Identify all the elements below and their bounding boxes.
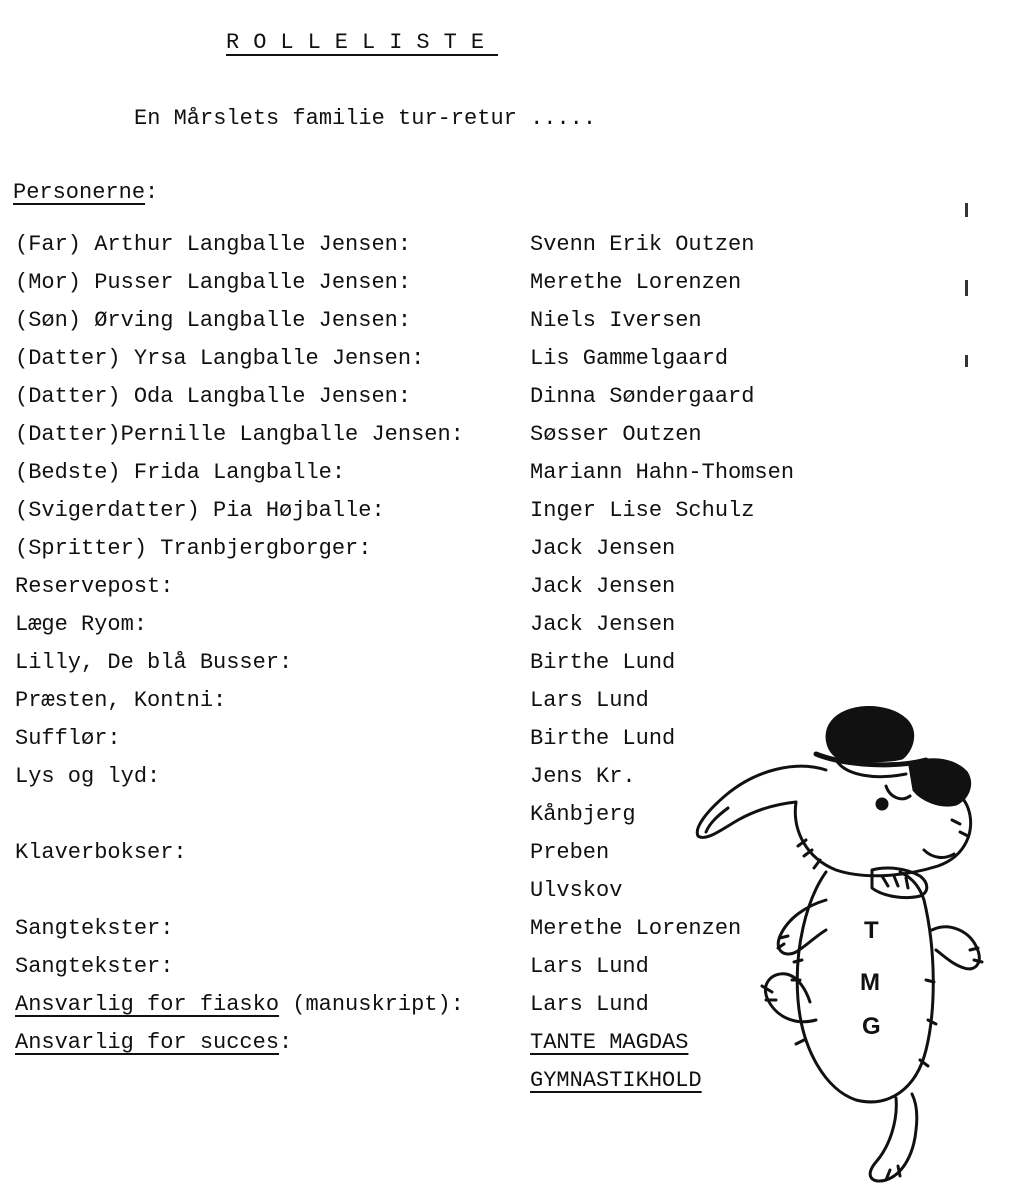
role-name: Læge Ryom: xyxy=(15,612,148,637)
actor-name: Lis Gammelgaard xyxy=(530,346,729,371)
role-name: Reservepost: xyxy=(15,574,174,599)
fiasko-role xyxy=(15,992,464,1017)
role-name: (Spritter) Tranbjergborger: xyxy=(15,536,372,561)
role-name: (Datter) Yrsa Langballe Jensen: xyxy=(15,346,425,371)
actor-name: Merethe Lorenzen xyxy=(530,916,742,941)
cast-row xyxy=(0,536,1032,574)
role-name: Præsten, Kontni: xyxy=(15,688,227,713)
actor-name: Niels Iversen xyxy=(530,308,702,333)
succes-label: Ansvarlig for succes xyxy=(15,1030,280,1055)
section-heading-colon: : xyxy=(145,180,159,205)
role-name: (Bedste) Frida Langballe: xyxy=(15,460,346,485)
role-name: Lys og lyd: xyxy=(15,764,161,789)
actor-name: Inger Lise Schulz xyxy=(530,498,755,523)
fiasko-label: Ansvarlig for fiasko xyxy=(15,992,280,1017)
margin-mark xyxy=(965,355,968,367)
actor-name: Jack Jensen xyxy=(530,574,676,599)
actor-name: Lars Lund xyxy=(530,954,649,979)
actor-name: Mariann Hahn-Thomsen xyxy=(530,460,795,485)
margin-mark xyxy=(965,203,968,217)
fiasko-suffix: (manuskript): xyxy=(279,992,464,1017)
cast-row xyxy=(0,574,1032,612)
role-name: (Far) Arthur Langballe Jensen: xyxy=(15,232,412,257)
role-name: Sangtekster: xyxy=(15,954,174,979)
section-heading xyxy=(13,180,158,205)
role-name: (Datter)Pernille Langballe Jensen: xyxy=(15,422,464,447)
margin-mark xyxy=(965,280,968,296)
actor-name: Dinna Søndergaard xyxy=(530,384,755,409)
role-name: Klaverbokser: xyxy=(15,840,187,865)
actor-name: Søsser Outzen xyxy=(530,422,702,447)
cast-row xyxy=(0,346,1032,384)
section-heading-text: Personerne xyxy=(13,180,146,205)
succes-actor-line1: TANTE MAGDAS xyxy=(530,1030,689,1055)
cast-row xyxy=(0,308,1032,346)
play-subtitle: En Mårslets familie tur-retur ..... xyxy=(134,106,597,131)
role-name: (Søn) Ørving Langballe Jensen: xyxy=(15,308,412,333)
actor-name: Svenn Erik Outzen xyxy=(530,232,755,257)
tmg-dog-mascot-icon xyxy=(676,700,1028,1186)
role-name: Lilly, De blå Busser: xyxy=(15,650,293,675)
cast-row xyxy=(0,422,1032,460)
actor-name: Preben xyxy=(530,840,610,865)
role-name: Sufflør: xyxy=(15,726,121,751)
page-title: ROLLELISTE xyxy=(226,30,499,55)
fiasko-actor: Lars Lund xyxy=(530,992,649,1017)
actor-name: Kånbjerg xyxy=(530,802,636,827)
succes-suffix: : xyxy=(279,1030,293,1055)
shirt-letter-g: G xyxy=(862,1013,881,1040)
cast-row xyxy=(0,650,1032,688)
succes-role xyxy=(15,1030,292,1055)
actor-name: Lars Lund xyxy=(530,688,649,713)
actor-name: Jens Kr. xyxy=(530,764,636,789)
succes-actor-line2: GYMNASTIKHOLD xyxy=(530,1068,702,1093)
role-name: (Mor) Pusser Langballe Jensen: xyxy=(15,270,412,295)
role-name: (Datter) Oda Langballe Jensen: xyxy=(15,384,412,409)
cast-row xyxy=(0,460,1032,498)
shirt-letter-m: M xyxy=(860,969,880,996)
actor-name: Birthe Lund xyxy=(530,650,676,675)
cast-row xyxy=(0,498,1032,536)
role-name: Sangtekster: xyxy=(15,916,174,941)
cast-row xyxy=(0,232,1032,270)
cast-row xyxy=(0,384,1032,422)
actor-name: Ulvskov xyxy=(530,878,623,903)
cast-row xyxy=(0,270,1032,308)
role-name: (Svigerdatter) Pia Højballe: xyxy=(15,498,385,523)
actor-name: Birthe Lund xyxy=(530,726,676,751)
actor-name: Jack Jensen xyxy=(530,612,676,637)
actor-name: Merethe Lorenzen xyxy=(530,270,742,295)
shirt-letter-t: T xyxy=(864,917,879,944)
actor-name: Jack Jensen xyxy=(530,536,676,561)
cast-row xyxy=(0,612,1032,650)
